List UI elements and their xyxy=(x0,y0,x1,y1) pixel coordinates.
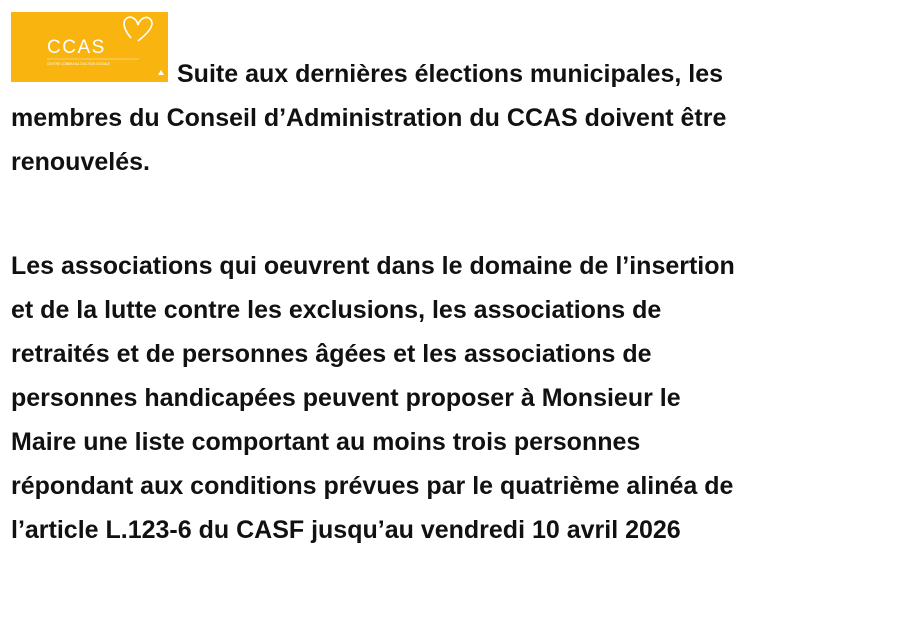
logo-text: CCAS xyxy=(47,37,106,58)
body-line: et de la lutte contre les exclusions, les associations de xyxy=(11,296,662,324)
intro-line: renouvelés. xyxy=(11,148,150,176)
body-line: Maire une liste comportant au moins trois personnes xyxy=(11,428,641,456)
body-line: personnes handicapées peuvent proposer à Monsieur le xyxy=(11,384,681,412)
intro-paragraph xyxy=(11,52,891,184)
heart-outline-icon xyxy=(124,17,152,41)
body-line: Les associations qui oeuvrent dans le domaine de l’insertion xyxy=(11,252,735,280)
intro-line: Suite aux dernières élections municipales, les xyxy=(177,60,724,88)
body-line: retraités et de personnes âgées et les associations de xyxy=(11,340,652,368)
associations-paragraph xyxy=(11,244,891,552)
intro-line: membres du Conseil d’Administration du CCAS doivent être xyxy=(11,104,727,132)
body-line: répondant aux conditions prévues par le quatrième alinéa de xyxy=(11,472,734,500)
body-line: l’article L.123-6 du CASF jusqu’au vendredi 10 avril 2026 xyxy=(11,516,681,544)
logo-tagline: CENTRE COMMUNAL D'ACTION SOCIALE xyxy=(47,62,111,66)
